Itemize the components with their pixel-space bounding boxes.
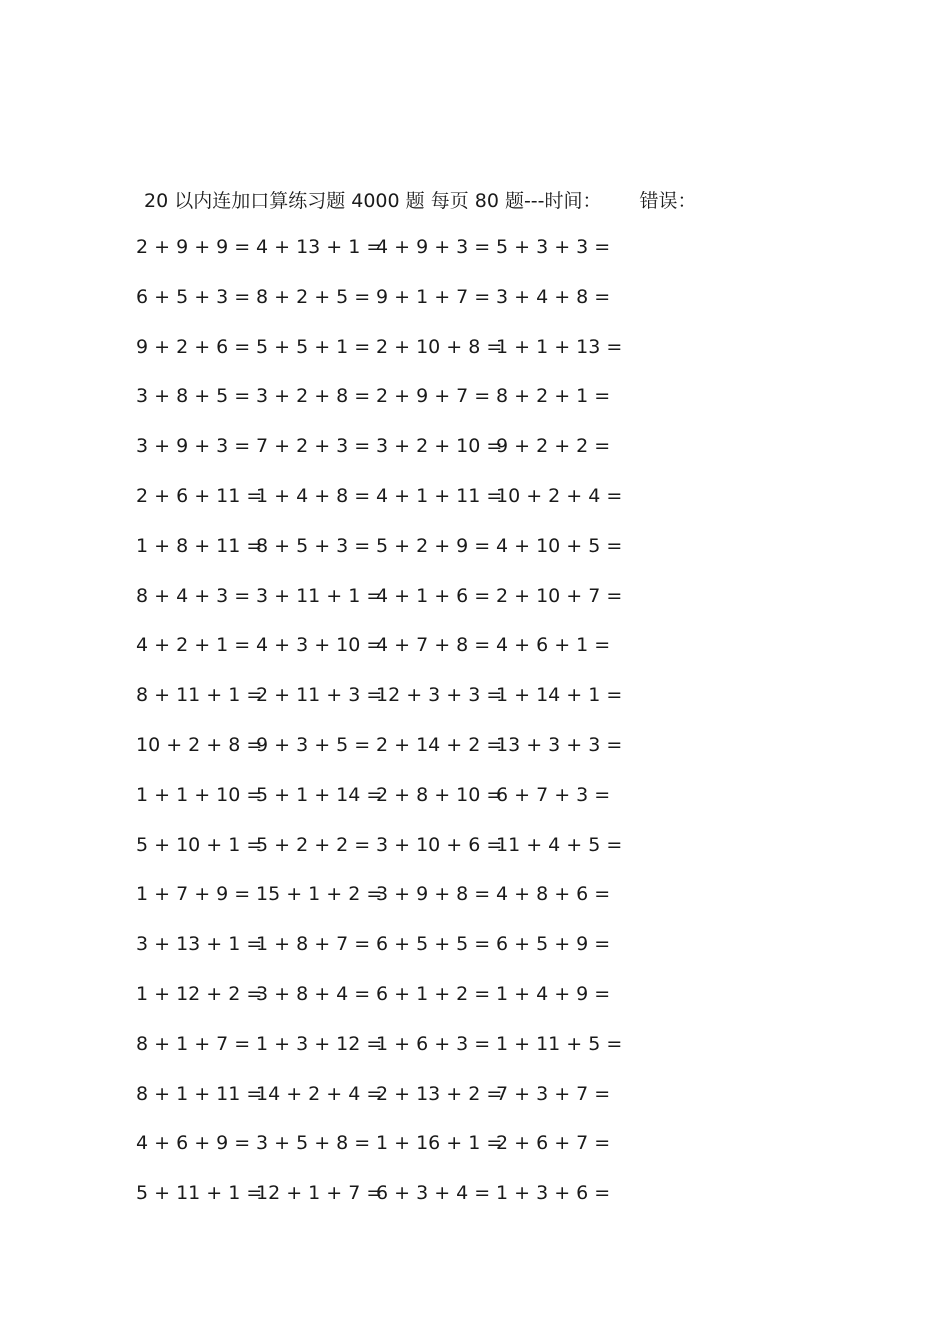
problem-item: 1 + 6 + 3 = <box>376 1032 491 1055</box>
problem-item: 12 + 1 + 7 = <box>256 1182 383 1205</box>
problem-item: 7 + 3 + 7 = <box>496 1082 611 1105</box>
problem-item: 3 + 8 + 4 = <box>256 982 371 1005</box>
problem-item: 2 + 6 + 11 = <box>136 484 263 507</box>
problem-item: 1 + 3 + 6 = <box>496 1182 611 1205</box>
problem-item: 1 + 16 + 1 = <box>376 1132 503 1155</box>
problem-row <box>136 733 664 784</box>
problem-item: 10 + 2 + 8 = <box>136 733 263 756</box>
problem-item: 1 + 8 + 11 = <box>136 534 263 557</box>
problem-item: 4 + 7 + 8 = <box>376 634 491 657</box>
errors-label: 错误： <box>639 190 697 212</box>
problem-item: 4 + 3 + 10 = <box>256 634 383 657</box>
problem-item: 4 + 13 + 1 = <box>256 236 383 258</box>
problem-item: 1 + 4 + 9 = <box>496 982 611 1005</box>
problem-item: 7 + 2 + 3 = <box>256 435 371 458</box>
problem-row <box>136 335 664 386</box>
problem-row <box>136 883 664 933</box>
problem-item: 3 + 9 + 3 = <box>136 435 251 458</box>
problem-item: 8 + 2 + 1 = <box>496 385 611 408</box>
problem-item: 6 + 1 + 2 = <box>376 982 491 1005</box>
problem-item: 8 + 1 + 11 = <box>136 1082 263 1105</box>
problem-row <box>136 634 664 684</box>
problem-row <box>136 982 664 1033</box>
problem-item: 3 + 8 + 5 = <box>136 385 251 408</box>
problem-item: 4 + 6 + 9 = <box>136 1132 251 1155</box>
problem-item: 6 + 5 + 3 = <box>136 285 251 308</box>
problem-item: 4 + 1 + 6 = <box>376 584 491 607</box>
problem-grid <box>136 236 664 1232</box>
problem-item: 5 + 3 + 3 = <box>496 236 611 258</box>
problem-row <box>136 1032 664 1083</box>
problem-item: 12 + 3 + 3 = <box>376 684 503 707</box>
problem-item: 2 + 14 + 2 = <box>376 733 503 756</box>
problem-row <box>136 833 664 884</box>
problem-item: 4 + 10 + 5 = <box>496 534 623 557</box>
problem-row <box>136 1082 664 1133</box>
problem-item: 14 + 2 + 4 = <box>256 1082 383 1105</box>
problem-item: 8 + 2 + 5 = <box>256 285 371 308</box>
problem-item: 2 + 10 + 8 = <box>376 335 503 358</box>
problem-row <box>136 285 664 336</box>
problem-row <box>136 783 664 834</box>
problem-item: 15 + 1 + 2 = <box>256 883 383 906</box>
problem-item: 8 + 5 + 3 = <box>256 534 371 557</box>
problem-item: 5 + 5 + 1 = <box>256 335 371 358</box>
problem-item: 3 + 2 + 10 = <box>376 435 503 458</box>
problem-item: 10 + 2 + 4 = <box>496 484 623 507</box>
problem-item: 2 + 8 + 10 = <box>376 783 503 806</box>
problem-item: 1 + 12 + 2 = <box>136 982 263 1005</box>
problem-item: 6 + 5 + 9 = <box>496 933 611 956</box>
problem-item: 2 + 9 + 9 = <box>136 236 251 258</box>
problem-row <box>136 385 664 435</box>
problem-item: 5 + 2 + 2 = <box>256 833 371 856</box>
problem-item: 5 + 11 + 1 = <box>136 1182 263 1205</box>
problem-item: 8 + 11 + 1 = <box>136 684 263 707</box>
problem-row <box>136 1132 664 1182</box>
problem-item: 4 + 9 + 3 = <box>376 236 491 258</box>
problem-item: 8 + 4 + 3 = <box>136 584 251 607</box>
problem-item: 9 + 2 + 2 = <box>496 435 611 458</box>
problem-item: 2 + 11 + 3 = <box>256 684 383 707</box>
problem-item: 13 + 3 + 3 = <box>496 733 623 756</box>
problem-item: 1 + 4 + 8 = <box>256 484 371 507</box>
problem-item: 3 + 11 + 1 = <box>256 584 383 607</box>
problem-row <box>136 1182 664 1232</box>
worksheet-header <box>144 186 697 213</box>
problem-item: 8 + 1 + 7 = <box>136 1032 251 1055</box>
problem-item: 1 + 1 + 10 = <box>136 783 263 806</box>
problem-item: 9 + 2 + 6 = <box>136 335 251 358</box>
problem-item: 1 + 3 + 12 = <box>256 1032 383 1055</box>
problem-row <box>136 933 664 983</box>
problem-item: 3 + 4 + 8 = <box>496 285 611 308</box>
worksheet-title: 20 以内连加口算练习题 4000 题 每页 80 题---时间： <box>144 190 602 212</box>
problem-item: 4 + 2 + 1 = <box>136 634 251 657</box>
problem-row <box>136 484 664 535</box>
problem-item: 2 + 9 + 7 = <box>376 385 491 408</box>
problem-item: 1 + 8 + 7 = <box>256 933 371 956</box>
problem-item: 6 + 7 + 3 = <box>496 783 611 806</box>
problem-item: 1 + 1 + 13 = <box>496 335 623 358</box>
problem-row <box>136 684 664 734</box>
problem-item: 3 + 13 + 1 = <box>136 933 263 956</box>
problem-item: 4 + 1 + 11 = <box>376 484 503 507</box>
problem-row <box>136 236 664 286</box>
problem-item: 4 + 8 + 6 = <box>496 883 611 906</box>
problem-item: 1 + 11 + 5 = <box>496 1032 623 1055</box>
problem-item: 11 + 4 + 5 = <box>496 833 623 856</box>
problem-item: 5 + 1 + 14 = <box>256 783 383 806</box>
problem-item: 3 + 9 + 8 = <box>376 883 491 906</box>
problem-item: 6 + 5 + 5 = <box>376 933 491 956</box>
problem-item: 2 + 10 + 7 = <box>496 584 623 607</box>
problem-item: 1 + 14 + 1 = <box>496 684 623 707</box>
problem-item: 5 + 10 + 1 = <box>136 833 263 856</box>
problem-row <box>136 435 664 485</box>
problem-item: 5 + 2 + 9 = <box>376 534 491 557</box>
problem-item: 3 + 2 + 8 = <box>256 385 371 408</box>
problem-row <box>136 534 664 585</box>
problem-item: 2 + 6 + 7 = <box>496 1132 611 1155</box>
problem-item: 9 + 1 + 7 = <box>376 285 491 308</box>
problem-row <box>136 584 664 635</box>
problem-item: 9 + 3 + 5 = <box>256 733 371 756</box>
problem-item: 3 + 10 + 6 = <box>376 833 503 856</box>
problem-item: 1 + 7 + 9 = <box>136 883 251 906</box>
problem-item: 6 + 3 + 4 = <box>376 1182 491 1205</box>
problem-item: 2 + 13 + 2 = <box>376 1082 503 1105</box>
problem-item: 3 + 5 + 8 = <box>256 1132 371 1155</box>
problem-item: 4 + 6 + 1 = <box>496 634 611 657</box>
